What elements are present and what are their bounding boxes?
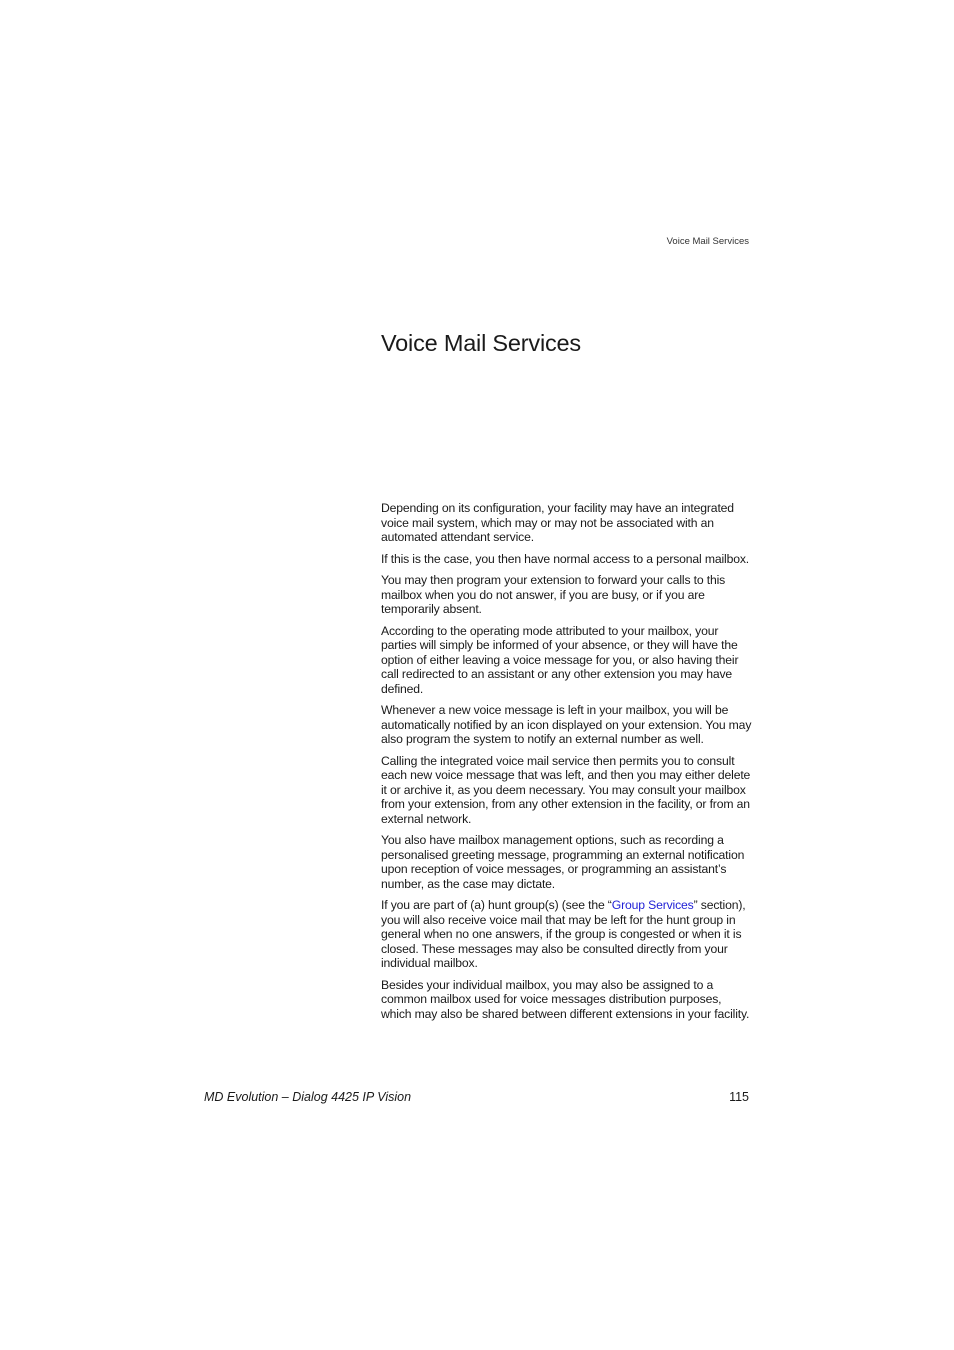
page-title: Voice Mail Services <box>381 330 581 356</box>
footer-page-number: 115 <box>729 1090 749 1104</box>
paragraph-consult-messages: Calling the integrated voice mail service then permits you to consult each new voice message that was left, and then you may either delete it or archive it, as you deem necessary. You may consult your mailbox from your extension, from any other extension in the facility, or from an external network. <box>381 753 751 826</box>
running-header: Voice Mail Services <box>666 236 749 247</box>
group-services-link[interactable]: Group Services <box>611 898 694 912</box>
hunt-group-text-after: ” section), you will also receive voice mail that may be left for the hunt group in general when no one answers, if the group is congested or when it is closed. These messages may also be consulted directly from your individual mailbox. <box>381 898 746 970</box>
paragraph-hunt-group <box>381 898 753 971</box>
body-text <box>381 501 753 1028</box>
paragraph-management-options: You also have mailbox management options, such as recording a personalised greeting message, programming an external notification upon reception of voice messages, or programming an assistant’s number, as the case may dictate. <box>381 833 745 891</box>
hunt-group-text-before: If you are part of (a) hunt group(s) (see the “ <box>381 898 612 912</box>
paragraph-forward-calls: You may then program your extension to forward your calls to this mailbox when you do not answer, if you are busy, or if you are temporarily absent. <box>381 573 726 616</box>
paragraph-configuration: Depending on its configuration, your facility may have an integrated voice mail system, which may or may not be associated with an automated attendant service. <box>381 501 734 544</box>
paragraph-personal-mailbox: If this is the case, you then have normal access to a personal mailbox. <box>381 551 750 566</box>
paragraph-notification: Whenever a new voice message is left in your mailbox, you will be automatically notified by an icon displayed on your extension. You may also program the system to notify an external number as well. <box>381 703 752 746</box>
paragraph-common-mailbox: Besides your individual mailbox, you may also be assigned to a common mailbox used for voice messages distribution purposes, which may also be shared between different extensions in your facility. <box>381 977 750 1021</box>
footer-doc-title: MD Evolution – Dialog 4425 IP Vision <box>204 1090 412 1104</box>
paragraph-operating-mode: According to the operating mode attributed to your mailbox, your parties will simply be informed of your absence, or they will have the option of either leaving a voice message for you, or also having their call redirected to an assistant or any other extension you may have defined. <box>381 623 739 696</box>
